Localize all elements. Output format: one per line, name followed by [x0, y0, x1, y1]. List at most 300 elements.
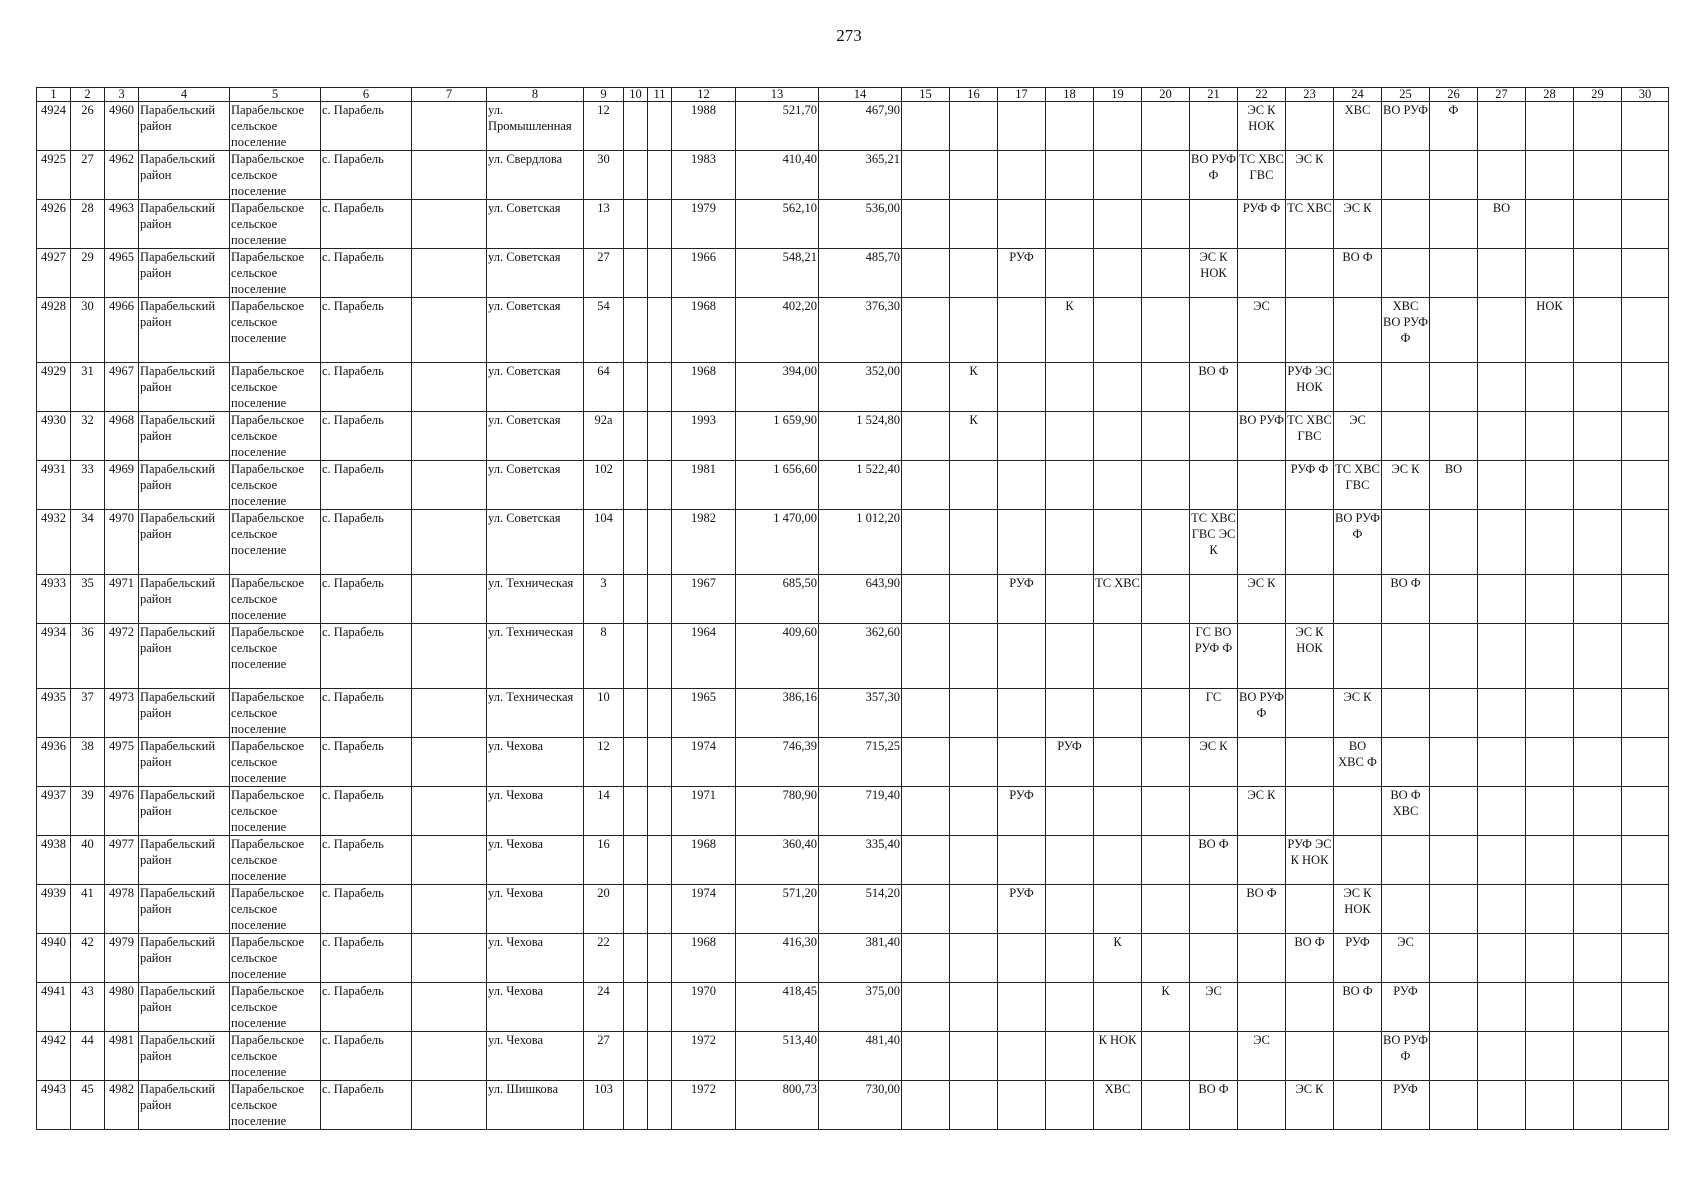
- table-cell: [998, 510, 1046, 575]
- table-cell: ЭС: [1238, 1032, 1286, 1081]
- table-cell: [1094, 298, 1142, 363]
- table-cell: [1286, 689, 1334, 738]
- column-header: 27: [1478, 88, 1526, 102]
- table-cell: [648, 738, 672, 787]
- table-cell: [1478, 575, 1526, 624]
- table-cell: ул. Свердлова: [487, 151, 584, 200]
- table-cell: 1966: [672, 249, 736, 298]
- table-cell: ЭС К: [1286, 1081, 1334, 1130]
- column-header: 15: [902, 88, 950, 102]
- table-cell: Парабельский район: [139, 575, 230, 624]
- table-cell: 4968: [105, 412, 139, 461]
- table-cell: [1238, 983, 1286, 1032]
- table-cell: 1 659,90: [736, 412, 819, 461]
- table-cell: [1238, 1081, 1286, 1130]
- table-cell: [624, 575, 648, 624]
- column-header: 4: [139, 88, 230, 102]
- table-cell: 4933: [37, 575, 71, 624]
- table-cell: [1142, 1032, 1190, 1081]
- table-cell: 27: [584, 249, 624, 298]
- table-cell: ул. Советская: [487, 249, 584, 298]
- table-cell: 4969: [105, 461, 139, 510]
- table-cell: [648, 298, 672, 363]
- column-header: 20: [1142, 88, 1190, 102]
- table-cell: 8: [584, 624, 624, 689]
- table-cell: [624, 200, 648, 249]
- table-cell: 1 012,20: [819, 510, 902, 575]
- table-cell: [998, 1081, 1046, 1130]
- table-cell: 33: [71, 461, 105, 510]
- table-cell: [1046, 249, 1094, 298]
- table-cell: 410,40: [736, 151, 819, 200]
- table-cell: [1478, 1032, 1526, 1081]
- table-cell: [1046, 1032, 1094, 1081]
- table-cell: 4960: [105, 102, 139, 151]
- table-cell: [1430, 885, 1478, 934]
- column-header: 11: [648, 88, 672, 102]
- table-cell: 31: [71, 363, 105, 412]
- table-cell: [1622, 412, 1669, 461]
- table-cell: [624, 738, 648, 787]
- table-cell: [1334, 624, 1382, 689]
- table-cell: 54: [584, 298, 624, 363]
- table-cell: [1574, 461, 1622, 510]
- column-header: 29: [1574, 88, 1622, 102]
- table-cell: 4940: [37, 934, 71, 983]
- table-cell: 4930: [37, 412, 71, 461]
- table-cell: [1526, 983, 1574, 1032]
- table-cell: Парабельский район: [139, 412, 230, 461]
- table-cell: 521,70: [736, 102, 819, 151]
- table-cell: 376,30: [819, 298, 902, 363]
- table-cell: 1972: [672, 1032, 736, 1081]
- table-cell: [902, 412, 950, 461]
- table-cell: [902, 689, 950, 738]
- table-cell: 16: [584, 836, 624, 885]
- table-cell: [1238, 836, 1286, 885]
- table-cell: ВО Ф: [1286, 934, 1334, 983]
- table-cell: [902, 249, 950, 298]
- table-cell: [950, 983, 998, 1032]
- table-cell: [950, 787, 998, 836]
- table-cell: [412, 200, 487, 249]
- table-cell: [412, 983, 487, 1032]
- housing-registry-table: [36, 87, 1669, 1130]
- table-cell: [648, 885, 672, 934]
- table-cell: ВО Ф: [1190, 363, 1238, 412]
- table-cell: [1430, 1032, 1478, 1081]
- table-cell: ул. Чехова: [487, 787, 584, 836]
- table-cell: [648, 1032, 672, 1081]
- table-cell: [1190, 1032, 1238, 1081]
- column-header: 25: [1382, 88, 1430, 102]
- table-cell: [1526, 575, 1574, 624]
- table-cell: [1238, 249, 1286, 298]
- table-cell: Парабельское сельское поселение: [230, 624, 321, 689]
- table-cell: [1622, 200, 1669, 249]
- table-cell: Парабельский район: [139, 200, 230, 249]
- table-cell: с. Парабель: [321, 738, 412, 787]
- table-cell: ЭС К НОК: [1286, 624, 1334, 689]
- table-cell: [1094, 461, 1142, 510]
- table-cell: [1430, 624, 1478, 689]
- table-cell: Парабельский район: [139, 885, 230, 934]
- table-cell: [1142, 934, 1190, 983]
- table-cell: 4932: [37, 510, 71, 575]
- table-cell: 13: [584, 200, 624, 249]
- table-cell: [648, 151, 672, 200]
- table-cell: 360,40: [736, 836, 819, 885]
- table-cell: [1190, 787, 1238, 836]
- table-cell: Парабельское сельское поселение: [230, 298, 321, 363]
- column-header: 19: [1094, 88, 1142, 102]
- table-cell: ХВС: [1334, 102, 1382, 151]
- table-cell: ГС ВО РУФ Ф: [1190, 624, 1238, 689]
- table-cell: [1430, 934, 1478, 983]
- column-header: 16: [950, 88, 998, 102]
- table-cell: Парабельское сельское поселение: [230, 836, 321, 885]
- table-cell: [1622, 885, 1669, 934]
- table-cell: Парабельское сельское поселение: [230, 738, 321, 787]
- table-cell: [648, 575, 672, 624]
- table-cell: 1 522,40: [819, 461, 902, 510]
- table-cell: [950, 1032, 998, 1081]
- table-cell: [624, 836, 648, 885]
- table-row: [37, 102, 1669, 151]
- table-cell: [1190, 885, 1238, 934]
- table-cell: [1430, 836, 1478, 885]
- table-cell: ЭС К НОК: [1190, 249, 1238, 298]
- table-cell: [1142, 689, 1190, 738]
- table-cell: ЭС: [1190, 983, 1238, 1032]
- table-cell: 1979: [672, 200, 736, 249]
- table-cell: [1574, 983, 1622, 1032]
- table-cell: [1286, 510, 1334, 575]
- table-cell: 513,40: [736, 1032, 819, 1081]
- column-header: 21: [1190, 88, 1238, 102]
- table-row: [37, 1081, 1669, 1130]
- table-cell: [648, 836, 672, 885]
- table-cell: [1622, 151, 1669, 200]
- table-cell: [1094, 363, 1142, 412]
- table-cell: [648, 1081, 672, 1130]
- table-cell: [1142, 575, 1190, 624]
- table-cell: ВО: [1430, 461, 1478, 510]
- table-cell: [1574, 689, 1622, 738]
- table-cell: 362,60: [819, 624, 902, 689]
- table-cell: [1142, 363, 1190, 412]
- table-cell: [998, 200, 1046, 249]
- table-cell: К: [1046, 298, 1094, 363]
- table-row: [37, 1032, 1669, 1081]
- table-cell: [412, 689, 487, 738]
- table-cell: [902, 575, 950, 624]
- table-cell: 4943: [37, 1081, 71, 1130]
- table-cell: ул. Советская: [487, 298, 584, 363]
- table-cell: [902, 934, 950, 983]
- table-cell: [412, 624, 487, 689]
- table-cell: ул. Советская: [487, 461, 584, 510]
- table-cell: [1142, 461, 1190, 510]
- table-cell: [624, 363, 648, 412]
- table-cell: ЭС К НОК: [1334, 885, 1382, 934]
- table-cell: [998, 624, 1046, 689]
- table-cell: [624, 298, 648, 363]
- table-cell: [1046, 510, 1094, 575]
- table-cell: [1094, 836, 1142, 885]
- table-cell: [1622, 363, 1669, 412]
- table-cell: Парабельское сельское поселение: [230, 363, 321, 412]
- table-cell: РУФ Ф: [1238, 200, 1286, 249]
- table-cell: 1983: [672, 151, 736, 200]
- table-cell: с. Парабель: [321, 461, 412, 510]
- table-cell: [1382, 363, 1430, 412]
- table-cell: [1622, 249, 1669, 298]
- table-cell: [1526, 836, 1574, 885]
- table-cell: [412, 934, 487, 983]
- table-cell: [648, 249, 672, 298]
- table-cell: [998, 151, 1046, 200]
- column-header: 24: [1334, 88, 1382, 102]
- table-cell: [998, 689, 1046, 738]
- table-cell: 4981: [105, 1032, 139, 1081]
- table-cell: [1622, 983, 1669, 1032]
- table-cell: 34: [71, 510, 105, 575]
- table-cell: [902, 151, 950, 200]
- table-cell: ВО: [1478, 200, 1526, 249]
- table-cell: 1968: [672, 836, 736, 885]
- table-cell: 4926: [37, 200, 71, 249]
- table-cell: [1286, 983, 1334, 1032]
- table-row: [37, 738, 1669, 787]
- column-header: 17: [998, 88, 1046, 102]
- table-cell: 381,40: [819, 934, 902, 983]
- table-cell: ЭС: [1238, 298, 1286, 363]
- table-cell: [1622, 689, 1669, 738]
- table-cell: [1190, 412, 1238, 461]
- table-cell: 36: [71, 624, 105, 689]
- table-cell: К: [950, 363, 998, 412]
- column-header: 2: [71, 88, 105, 102]
- table-cell: ТС ХВС ГВС ЭС К: [1190, 510, 1238, 575]
- table-cell: Парабельское сельское поселение: [230, 689, 321, 738]
- table-cell: [1382, 412, 1430, 461]
- table-cell: 1974: [672, 885, 736, 934]
- table-cell: [1574, 836, 1622, 885]
- table-cell: 39: [71, 787, 105, 836]
- table-cell: [624, 510, 648, 575]
- table-cell: ул. Советская: [487, 200, 584, 249]
- table-cell: [998, 363, 1046, 412]
- table-cell: [412, 510, 487, 575]
- table-row: [37, 249, 1669, 298]
- table-cell: РУФ: [998, 885, 1046, 934]
- table-cell: [1334, 298, 1382, 363]
- table-cell: ВО Ф: [1334, 983, 1382, 1032]
- table-cell: 4928: [37, 298, 71, 363]
- table-cell: ВО РУФ Ф: [1190, 151, 1238, 200]
- table-cell: [1526, 461, 1574, 510]
- table-cell: [1334, 1032, 1382, 1081]
- table-cell: [1046, 412, 1094, 461]
- table-cell: [624, 624, 648, 689]
- table-cell: Парабельский район: [139, 624, 230, 689]
- table-cell: 4976: [105, 787, 139, 836]
- table-cell: [1622, 934, 1669, 983]
- table-cell: 418,45: [736, 983, 819, 1032]
- table-cell: с. Парабель: [321, 836, 412, 885]
- table-cell: [1478, 885, 1526, 934]
- table-cell: 1968: [672, 934, 736, 983]
- table-cell: 4927: [37, 249, 71, 298]
- table-cell: [1478, 412, 1526, 461]
- table-cell: [1574, 510, 1622, 575]
- table-cell: [902, 836, 950, 885]
- table-cell: ул. Чехова: [487, 983, 584, 1032]
- table-cell: 335,40: [819, 836, 902, 885]
- table-cell: ТС ХВС: [1286, 200, 1334, 249]
- table-cell: [1526, 363, 1574, 412]
- table-cell: 4963: [105, 200, 139, 249]
- table-cell: 4971: [105, 575, 139, 624]
- table-cell: [412, 249, 487, 298]
- table-cell: с. Парабель: [321, 151, 412, 200]
- table-cell: [1430, 1081, 1478, 1130]
- table-cell: ул. Чехова: [487, 836, 584, 885]
- table-cell: с. Парабель: [321, 787, 412, 836]
- table-cell: [998, 738, 1046, 787]
- table-cell: 38: [71, 738, 105, 787]
- table-cell: ВО ХВС Ф: [1334, 738, 1382, 787]
- table-cell: [902, 200, 950, 249]
- table-cell: [1430, 151, 1478, 200]
- table-cell: 394,00: [736, 363, 819, 412]
- table-cell: [1094, 624, 1142, 689]
- table-cell: [950, 624, 998, 689]
- table-cell: [1238, 934, 1286, 983]
- table-cell: Парабельское сельское поселение: [230, 575, 321, 624]
- table-cell: [624, 689, 648, 738]
- table-cell: ЭС: [1382, 934, 1430, 983]
- table-cell: [950, 461, 998, 510]
- table-cell: Парабельский район: [139, 102, 230, 151]
- table-cell: [1574, 102, 1622, 151]
- table-cell: [1430, 787, 1478, 836]
- table-cell: Парабельский район: [139, 510, 230, 575]
- table-cell: [412, 102, 487, 151]
- table-cell: [1142, 102, 1190, 151]
- table-cell: 4979: [105, 934, 139, 983]
- table-cell: [1094, 200, 1142, 249]
- table-cell: 10: [584, 689, 624, 738]
- table-cell: [624, 1032, 648, 1081]
- table-cell: [1622, 836, 1669, 885]
- table-cell: с. Парабель: [321, 200, 412, 249]
- table-cell: [1334, 575, 1382, 624]
- table-cell: [1478, 787, 1526, 836]
- table-cell: [624, 151, 648, 200]
- table-cell: 30: [71, 298, 105, 363]
- table-cell: 780,90: [736, 787, 819, 836]
- table-cell: [1334, 1081, 1382, 1130]
- table-cell: [1574, 151, 1622, 200]
- table-cell: [902, 298, 950, 363]
- table-cell: [1622, 624, 1669, 689]
- table-cell: [950, 1081, 998, 1130]
- table-cell: Парабельский район: [139, 1081, 230, 1130]
- table-cell: [648, 983, 672, 1032]
- table-cell: 4970: [105, 510, 139, 575]
- table-cell: [1574, 575, 1622, 624]
- table-cell: [902, 363, 950, 412]
- table-cell: ул. Чехова: [487, 934, 584, 983]
- table-cell: ул. Чехова: [487, 885, 584, 934]
- table-cell: [1094, 510, 1142, 575]
- table-cell: [1046, 461, 1094, 510]
- table-cell: [950, 836, 998, 885]
- table-cell: с. Парабель: [321, 102, 412, 151]
- table-cell: 12: [584, 102, 624, 151]
- table-cell: 43: [71, 983, 105, 1032]
- table-cell: [1286, 885, 1334, 934]
- table-cell: 1 470,00: [736, 510, 819, 575]
- table-row: [37, 983, 1669, 1032]
- table-cell: 375,00: [819, 983, 902, 1032]
- table-cell: [902, 624, 950, 689]
- table-cell: [1574, 200, 1622, 249]
- table-cell: [902, 1032, 950, 1081]
- table-cell: [1430, 510, 1478, 575]
- table-cell: с. Парабель: [321, 298, 412, 363]
- column-header: 28: [1526, 88, 1574, 102]
- table-cell: 1974: [672, 738, 736, 787]
- table-cell: [1046, 1081, 1094, 1130]
- table-cell: Парабельское сельское поселение: [230, 102, 321, 151]
- table-cell: [950, 510, 998, 575]
- table-cell: Парабельское сельское поселение: [230, 510, 321, 575]
- table-cell: [624, 885, 648, 934]
- table-cell: 386,16: [736, 689, 819, 738]
- table-cell: [624, 1081, 648, 1130]
- table-cell: 1965: [672, 689, 736, 738]
- table-cell: Парабельский район: [139, 1032, 230, 1081]
- table-cell: [412, 885, 487, 934]
- column-header: 7: [412, 88, 487, 102]
- table-cell: [1622, 102, 1669, 151]
- table-cell: 1971: [672, 787, 736, 836]
- table-cell: [1238, 363, 1286, 412]
- table-cell: 4982: [105, 1081, 139, 1130]
- table-cell: [1046, 575, 1094, 624]
- table-cell: ХВС ВО РУФ Ф: [1382, 298, 1430, 363]
- table-cell: Парабельское сельское поселение: [230, 1032, 321, 1081]
- table-cell: с. Парабель: [321, 510, 412, 575]
- table-cell: 4978: [105, 885, 139, 934]
- table-cell: [950, 298, 998, 363]
- table-cell: ул. Советская: [487, 412, 584, 461]
- table-cell: ХВС: [1094, 1081, 1142, 1130]
- table-cell: [1286, 1032, 1334, 1081]
- table-row: [37, 787, 1669, 836]
- table-cell: Парабельское сельское поселение: [230, 983, 321, 1032]
- table-cell: [1046, 983, 1094, 1032]
- table-cell: [412, 1081, 487, 1130]
- column-header: 22: [1238, 88, 1286, 102]
- table-cell: [1190, 575, 1238, 624]
- table-cell: [1286, 298, 1334, 363]
- table-cell: Парабельское сельское поселение: [230, 787, 321, 836]
- table-cell: с. Парабель: [321, 1032, 412, 1081]
